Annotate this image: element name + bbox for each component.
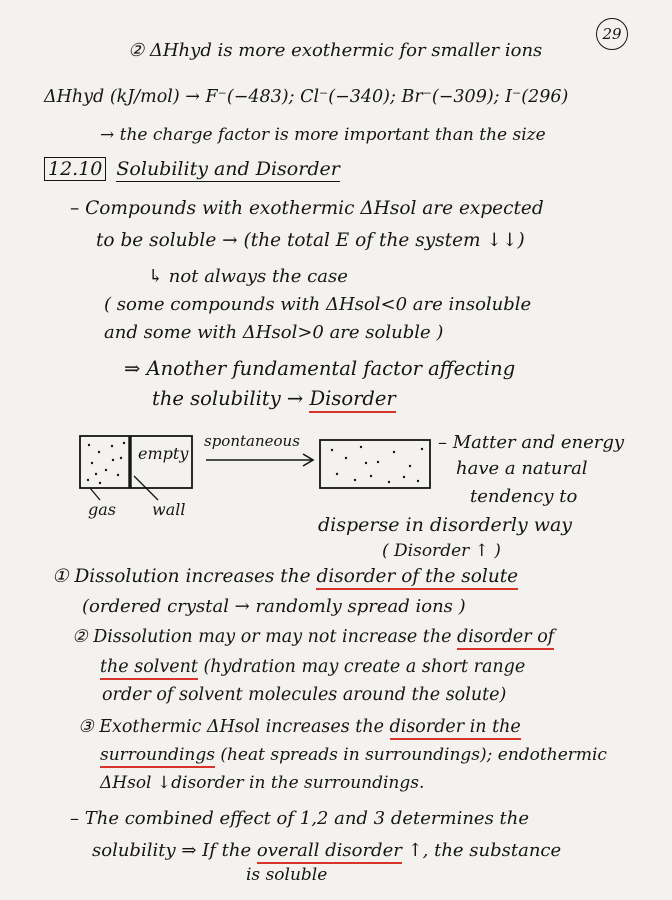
point-1-highlight: disorder of the solute [316, 566, 518, 590]
section-title: Solubility and Disorder [116, 158, 340, 180]
disorder-up-line: ( Disorder ↑ ) [382, 541, 501, 561]
is-soluble-line: is soluble [246, 865, 328, 885]
point-2-detail: (hydration may create a short range [203, 657, 526, 677]
page-number: 29 [596, 18, 628, 50]
gas-dots-left [87, 442, 125, 484]
container-right-box [320, 440, 430, 488]
note-line-1: ② ΔHhyd is more exothermic for smaller ions [128, 40, 543, 61]
label-pointers [90, 476, 158, 500]
note-line-6: to be soluble → (the total E of the system ↓↓) [96, 230, 525, 251]
note-line-10: ⇒ Another fundamental factor affecting [124, 357, 516, 380]
combined-effect-line: – The combined effect of 1,2 and 3 determines the [70, 808, 530, 829]
spontaneous-label: spontaneous [204, 432, 300, 450]
note-line-5: – Compounds with exothermic ΔHsol are expected [70, 198, 544, 219]
gas-pointer [90, 488, 100, 500]
point-2-detail-b: order of solvent molecules around the solute) [102, 685, 507, 705]
point-3-text: ③ Exothermic ΔHsol increases the [78, 717, 384, 737]
point-3-highlight: disorder in the [390, 717, 521, 740]
point-2-line-b [100, 656, 525, 678]
conclusion-line [92, 840, 561, 862]
note-line-3: → the charge factor is more important than the size [100, 125, 546, 145]
tendency-line: tendency to [470, 486, 578, 507]
point-3-highlight-b: surroundings [100, 745, 215, 768]
matter-energy-line: – Matter and energy [438, 432, 625, 453]
point-2-line [72, 626, 554, 648]
note-line-11 [152, 388, 396, 410]
point-1-text: ① Dissolution increases the [52, 566, 311, 587]
note-line-9: and some with ΔHsol>0 are soluble ) [104, 322, 444, 343]
point-1-detail: (ordered crystal → randomly spread ions ) [82, 596, 466, 617]
point-3-detail: (heat spreads in surroundings); endothermic [220, 745, 607, 765]
wall-label: wall [152, 500, 186, 519]
point-3-line-b [100, 744, 607, 766]
point-2-highlight-b: the solvent [100, 657, 198, 680]
point-1-line [52, 566, 518, 588]
disperse-line: disperse in disorderly way [318, 514, 573, 536]
section-heading [44, 158, 340, 180]
section-number: 12.10 [44, 157, 106, 181]
overall-disorder-highlight: overall disorder [257, 840, 402, 864]
conclusion-text-c: ↑, the substance [407, 840, 562, 861]
empty-label: empty [138, 444, 189, 463]
point-3-detail-b: ΔHsol ↓disorder in the surroundings. [100, 773, 425, 793]
solubility-arrow-text: the solubility → [152, 387, 304, 410]
point-2-text: ② Dissolution may or may not increase the [72, 627, 452, 647]
point-2-highlight: disorder of [457, 627, 554, 650]
disorder-keyword: Disorder [309, 387, 395, 413]
note-line-7: ↳ not always the case [148, 266, 348, 287]
conclusion-text-a: solubility ⇒ If the [92, 840, 252, 861]
spontaneous-arrow [206, 454, 313, 466]
wall-pointer [134, 476, 158, 500]
gas-dots-right [331, 446, 423, 483]
point-3-line [78, 716, 521, 738]
note-line-8: ( some compounds with ΔHsol<0 are insoluble [104, 294, 532, 315]
natural-line: have a natural [456, 458, 588, 479]
gas-label: gas [88, 500, 116, 519]
note-line-2: ΔHhyd (kJ/mol) → F⁻(−483); Cl⁻(−340); Br⁻(−309); I⁻(296) [44, 87, 569, 107]
